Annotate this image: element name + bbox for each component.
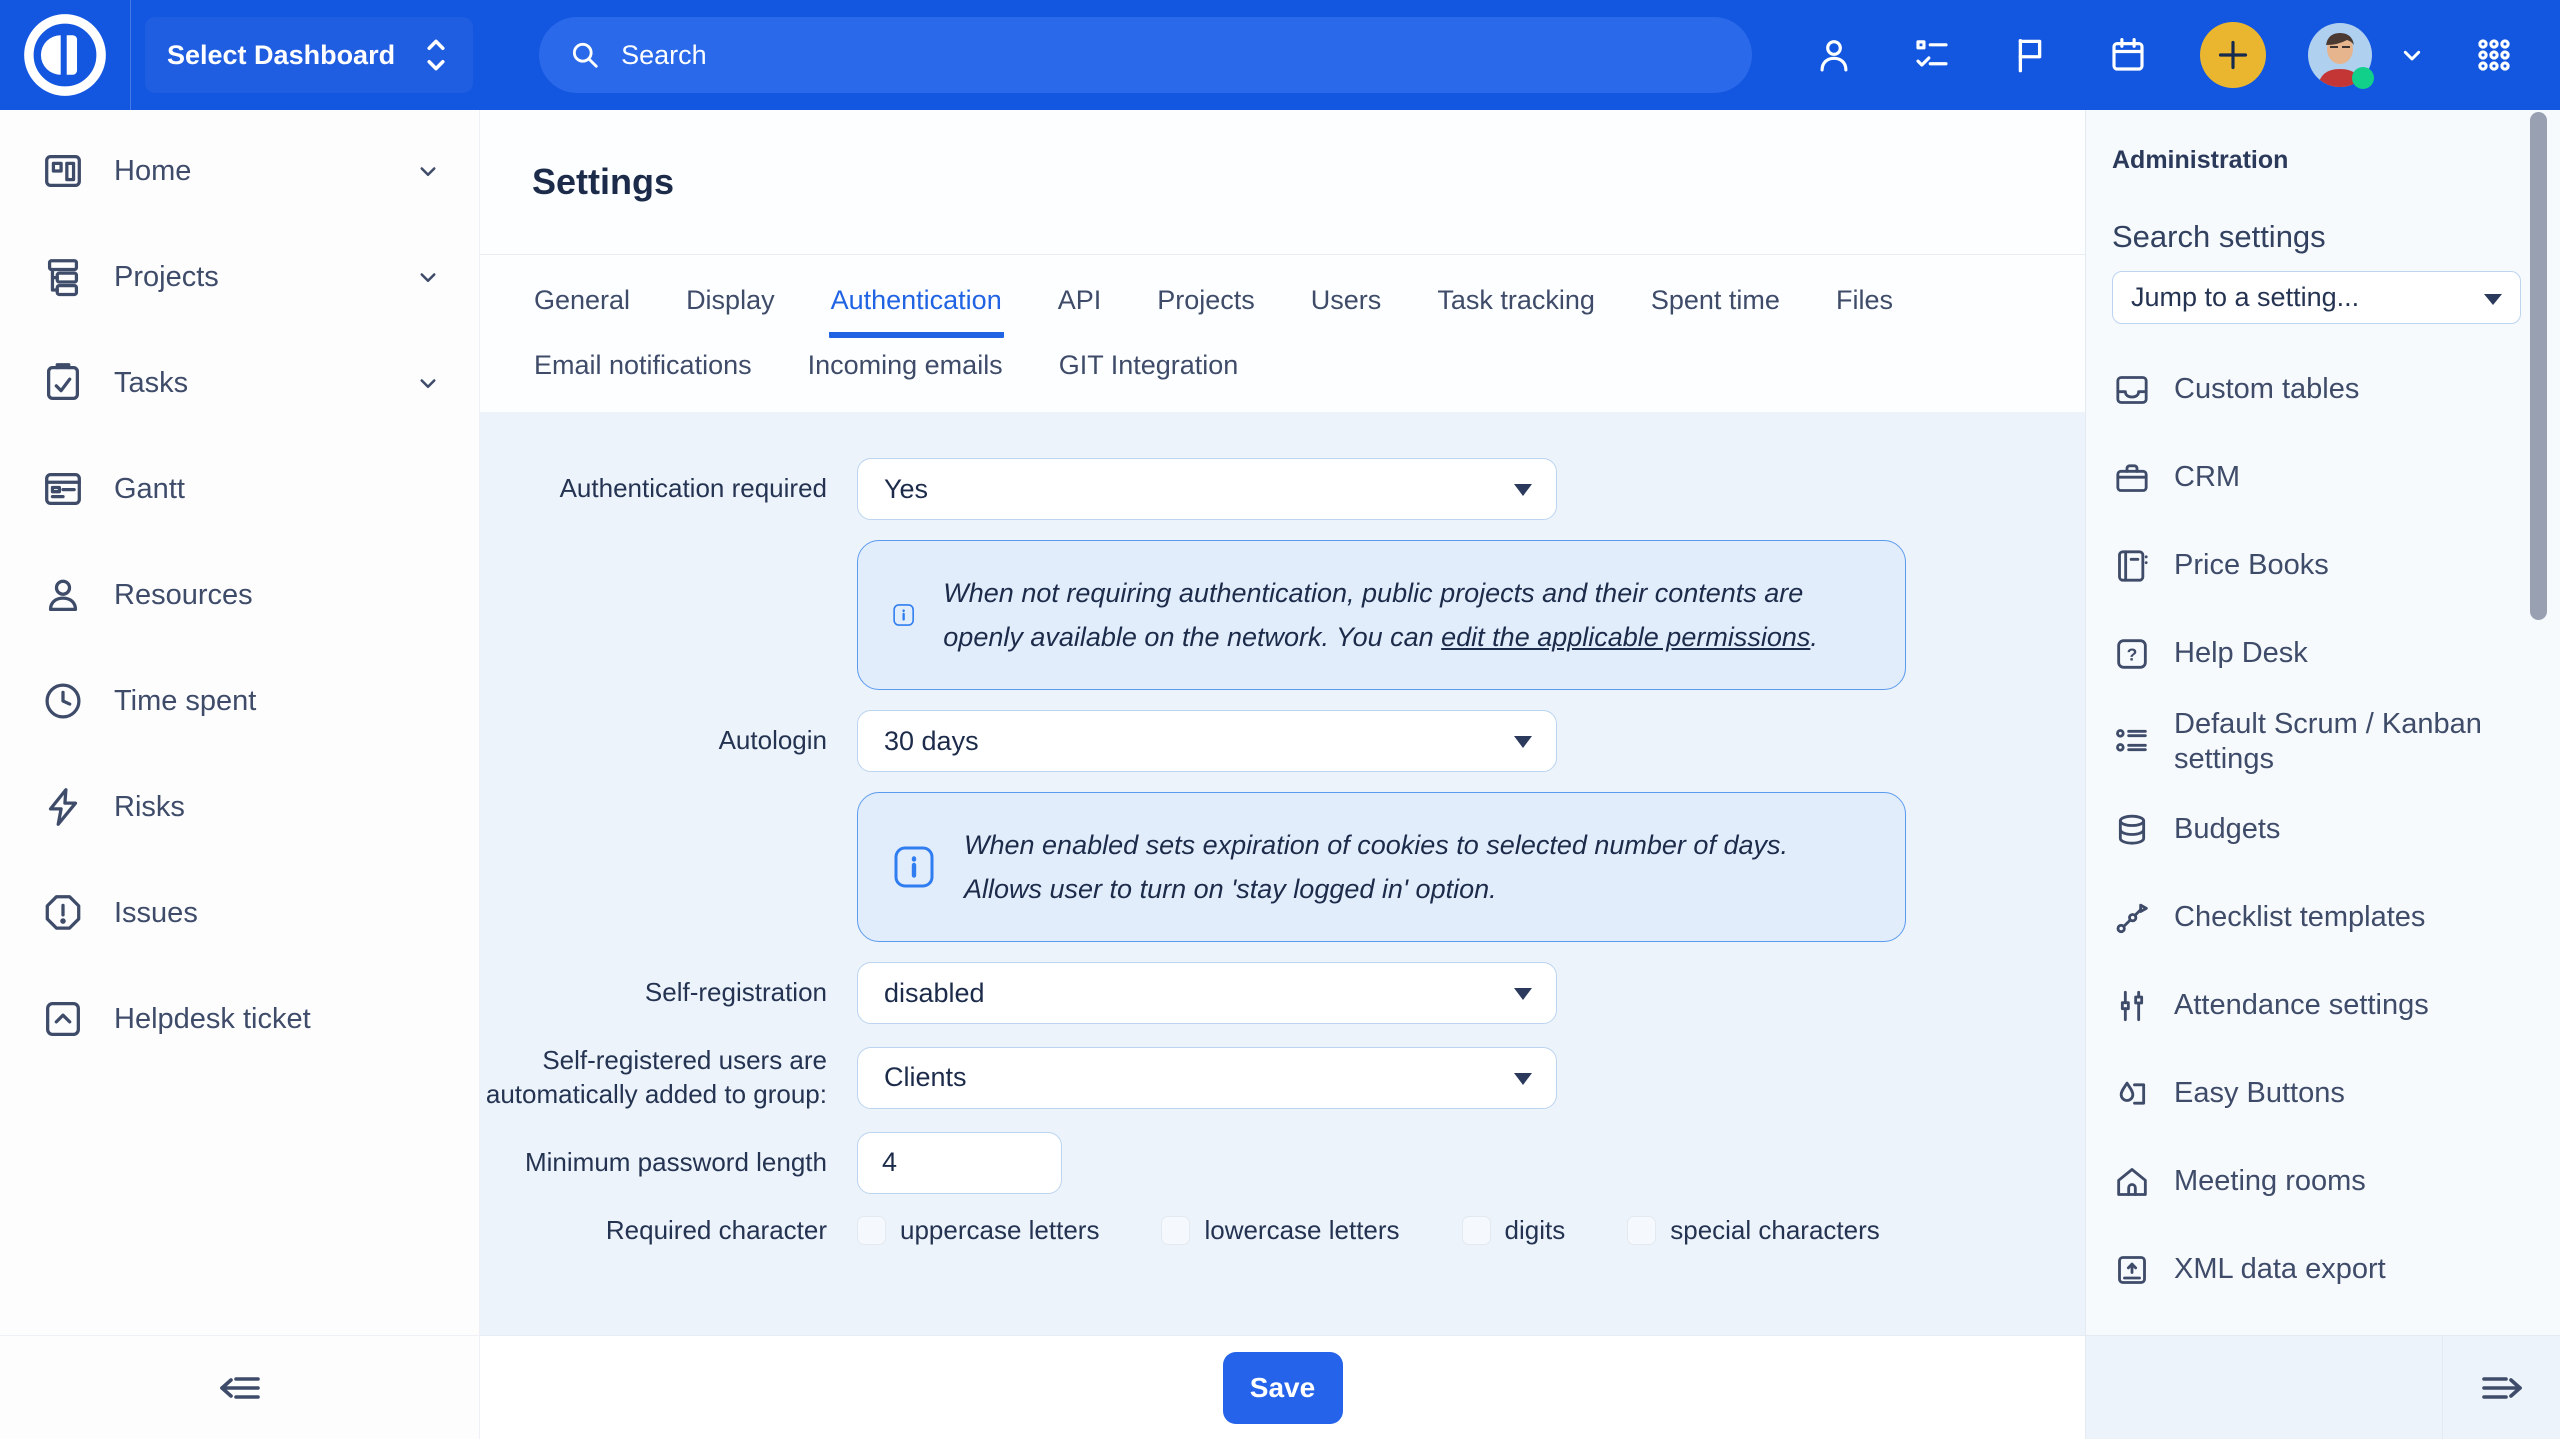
plus-icon <box>2213 35 2253 75</box>
autologin-label: Autologin <box>718 725 827 756</box>
help-desk-icon <box>2112 634 2152 674</box>
dashboard-selector[interactable] <box>145 17 473 93</box>
jump-to-setting-placeholder: Jump to a setting... <box>2131 282 2360 312</box>
admin-item-label: Easy Buttons <box>2174 1077 2345 1110</box>
dashboard-selector-label: Select Dashboard <box>167 39 396 70</box>
sidebar-footer <box>0 1335 479 1439</box>
sidebar-item-label: Resources <box>114 578 253 611</box>
self-registered-group-label: Self-registered users are automatically added to group: <box>485 1045 827 1109</box>
self-registered-group-row <box>480 1044 2085 1112</box>
tab-task-tracking[interactable]: Task tracking <box>1437 285 1595 315</box>
required-character-label: Required character <box>605 1214 827 1245</box>
admin-item-easy-buttons[interactable] <box>2112 1050 2520 1138</box>
self-registration-row <box>480 962 2085 1024</box>
search-settings-label: Search settings <box>2112 219 2326 254</box>
admin-item-label: Price Books <box>2174 549 2329 582</box>
sidebar-item-label: Time spent <box>114 684 257 717</box>
admin-item-custom-tables[interactable] <box>2112 346 2520 434</box>
tab-projects[interactable]: Projects <box>1157 285 1255 315</box>
administration-footer <box>2086 1335 2560 1439</box>
special-characters-label: special characters <box>1670 1214 1880 1245</box>
tab-files[interactable]: Files <box>1835 285 1893 315</box>
tab-display[interactable]: Display <box>686 285 775 315</box>
calendar-button[interactable] <box>2106 33 2150 77</box>
sidebar-item-tasks[interactable] <box>0 330 479 436</box>
page-title: Settings <box>532 161 675 202</box>
admin-item-budgets[interactable] <box>2112 786 2520 874</box>
edit-permissions-link[interactable]: edit the applicable permissions <box>1441 622 1811 652</box>
sidebar-item-label: Tasks <box>114 366 189 399</box>
sidebar-item-resources[interactable] <box>0 542 479 648</box>
min-password-label: Minimum password length <box>524 1146 827 1177</box>
min-password-row <box>480 1132 2085 1194</box>
tabs-row-2 <box>532 340 2085 403</box>
autologin-info-box <box>857 792 1906 942</box>
sidebar-item-issues[interactable] <box>0 860 479 966</box>
meeting-rooms-icon <box>2112 1162 2152 1202</box>
admin-item-scrum-kanban[interactable] <box>2112 698 2520 786</box>
sidebar-item-home[interactable] <box>0 118 479 224</box>
admin-item-meeting-rooms[interactable] <box>2112 1138 2520 1226</box>
avatar-menu-chevron[interactable] <box>2396 39 2428 71</box>
required-character-row <box>480 1214 2085 1248</box>
collapse-right-icon <box>2478 1364 2526 1412</box>
admin-expand-cell <box>2442 1336 2560 1439</box>
sidebar-item-time-spent[interactable] <box>0 648 479 754</box>
left-sidebar <box>0 110 480 1439</box>
auth-required-label: Authentication required <box>559 473 827 504</box>
sidebar-item-label: Gantt <box>114 472 185 505</box>
jump-to-setting-select[interactable] <box>2112 271 2521 324</box>
scrum-kanban-icon <box>2112 722 2152 762</box>
admin-item-label: CRM <box>2174 461 2241 494</box>
dropdown-caret-icon <box>1514 736 1532 748</box>
app-logo[interactable] <box>0 0 130 110</box>
admin-item-attendance[interactable] <box>2112 962 2520 1050</box>
apps-grid-icon <box>2472 33 2516 77</box>
admin-item-label: Custom tables <box>2174 373 2360 406</box>
sidebar-item-helpdesk-ticket[interactable] <box>0 966 479 1072</box>
tab-general[interactable]: General <box>534 285 631 315</box>
digits-label: digits <box>1504 1214 1566 1245</box>
user-avatar[interactable] <box>2308 23 2372 87</box>
self-registered-group-value: Clients <box>884 1062 967 1093</box>
administration-title: Administration <box>2112 146 2289 174</box>
autologin-info-row <box>480 792 2085 942</box>
special-characters-checkbox[interactable] <box>1627 1216 1656 1245</box>
dropdown-caret-icon <box>1514 988 1532 1000</box>
admin-item-label: Help Desk <box>2174 637 2308 670</box>
self-registration-select[interactable] <box>857 962 1557 1024</box>
dropdown-caret-icon <box>2484 294 2502 305</box>
administration-list <box>2112 346 2520 1314</box>
global-search-input[interactable] <box>539 17 1752 93</box>
administration-content <box>2086 110 2560 1335</box>
sidebar-item-label: Helpdesk ticket <box>114 1002 311 1035</box>
tab-api[interactable]: API <box>1057 285 1102 315</box>
chevron-down-icon <box>2396 39 2428 71</box>
chevron-down-icon[interactable] <box>413 262 443 292</box>
autologin-value: 30 days <box>884 725 979 756</box>
sidebar-item-risks[interactable] <box>0 754 479 860</box>
autologin-info-text: When enabled sets expiration of cookies to selected number of days. Allows user to turn on 'stay logged in' option. <box>964 830 1788 904</box>
risk-icon <box>40 784 86 830</box>
custom-tables-icon <box>2112 370 2152 410</box>
admin-item-xml-export[interactable] <box>2112 1226 2520 1314</box>
info-icon <box>892 593 915 637</box>
sidebar-nav <box>0 110 479 1335</box>
sidebar-item-projects[interactable] <box>0 224 479 330</box>
autologin-select[interactable] <box>857 710 1557 772</box>
autologin-row <box>480 710 2085 772</box>
tab-git-integration[interactable]: GIT Integration <box>1058 350 1239 380</box>
price-books-icon <box>2112 546 2152 586</box>
my-tasks-button[interactable] <box>1910 33 1954 77</box>
chevron-down-icon[interactable] <box>413 156 443 186</box>
sidebar-collapse-button[interactable] <box>216 1364 264 1412</box>
sidebar-item-label: Risks <box>114 790 185 823</box>
admin-item-label: Checklist templates <box>2174 901 2426 934</box>
issues-icon <box>40 890 86 936</box>
admin-item-checklist-templates[interactable] <box>2112 874 2520 962</box>
admin-item-help-desk[interactable] <box>2112 610 2520 698</box>
attendance-icon <box>2112 986 2152 1026</box>
sidebar-item-label: Home <box>114 154 192 187</box>
user-menu-button[interactable] <box>1812 33 1856 77</box>
quick-add-button[interactable] <box>2200 22 2266 88</box>
calendar-icon <box>2107 34 2149 76</box>
resources-icon <box>40 572 86 618</box>
projects-icon <box>40 254 86 300</box>
xml-export-icon <box>2112 1250 2152 1290</box>
admin-item-label: XML data export <box>2174 1253 2386 1286</box>
page-header <box>480 110 2085 255</box>
clock-icon <box>40 678 86 724</box>
tab-authentication[interactable]: Authentication <box>829 275 1004 338</box>
flag-icon <box>2009 34 2051 76</box>
budgets-icon <box>2112 810 2152 850</box>
svg-text:?: ? <box>2126 644 2138 665</box>
admin-item-label: Meeting rooms <box>2174 1165 2366 1198</box>
auth-info-box <box>857 540 1906 690</box>
self-registration-label: Self-registration <box>644 977 827 1008</box>
admin-item-price-books[interactable] <box>2112 522 2520 610</box>
user-icon <box>1813 34 1855 76</box>
chevron-updown-icon <box>421 36 451 74</box>
admin-item-label: Default Scrum / Kanban settings <box>2174 707 2482 775</box>
tab-incoming-emails[interactable]: Incoming emails <box>807 350 1003 380</box>
tasks-icon <box>40 360 86 406</box>
tabs-row-1 <box>532 275 2085 338</box>
dropdown-caret-icon <box>1514 1073 1532 1085</box>
lowercase-label: lowercase letters <box>1204 1214 1400 1245</box>
required-character-options <box>857 1215 1928 1246</box>
search-icon <box>567 37 603 73</box>
admin-item-label: Budgets <box>2174 813 2281 846</box>
apps-grid-button[interactable] <box>2472 33 2516 77</box>
tab-spent-time[interactable]: Spent time <box>1650 285 1780 315</box>
sidebar-item-label: Issues <box>114 896 198 929</box>
easy-buttons-icon <box>2112 1074 2152 1114</box>
dropdown-caret-icon <box>1514 484 1532 496</box>
save-button[interactable]: Save <box>1223 1352 1343 1424</box>
easy-project-logo-icon <box>22 12 108 98</box>
uppercase-checkbox[interactable] <box>857 1216 886 1245</box>
auth-info-text: When not requiring authentication, public projects and their contents are openly available on the network. You can edit the applicable permissions. <box>943 578 1818 652</box>
lowercase-checkbox[interactable] <box>1161 1216 1190 1245</box>
self-registration-value: disabled <box>884 977 985 1008</box>
crm-icon <box>2112 458 2152 498</box>
checklist-icon <box>1911 34 1953 76</box>
info-icon <box>892 845 936 889</box>
self-registered-group-select[interactable] <box>857 1047 1557 1109</box>
main-content <box>480 110 2085 1439</box>
auth-info-row <box>480 540 2085 690</box>
helpdesk-icon <box>40 996 86 1042</box>
admin-scrollbar-thumb[interactable] <box>2530 112 2547 620</box>
settings-tabs <box>480 255 2085 412</box>
administration-panel <box>2085 110 2560 1439</box>
auth-required-select[interactable] <box>857 458 1557 520</box>
digits-checkbox[interactable] <box>1462 1216 1491 1245</box>
topbar <box>0 0 2560 110</box>
min-password-input[interactable] <box>857 1132 1062 1194</box>
admin-item-label: Attendance settings <box>2174 989 2429 1022</box>
auth-required-row <box>480 458 2085 520</box>
auth-required-value: Yes <box>884 473 929 504</box>
sidebar-item-gantt[interactable] <box>0 436 479 542</box>
topbar-divider <box>130 0 131 110</box>
tab-email-notifications[interactable]: Email notifications <box>534 350 752 380</box>
collapse-left-icon <box>216 1364 264 1412</box>
admin-item-crm[interactable] <box>2112 434 2520 522</box>
sidebar-item-label: Projects <box>114 260 219 293</box>
admin-collapse-button[interactable] <box>2478 1364 2526 1412</box>
form-footer <box>480 1335 2085 1439</box>
gantt-icon <box>40 466 86 512</box>
flag-button[interactable] <box>2008 33 2052 77</box>
authentication-form <box>480 412 2085 1335</box>
dashboard-icon <box>40 148 86 194</box>
tab-users[interactable]: Users <box>1310 285 1382 315</box>
chevron-down-icon[interactable] <box>413 368 443 398</box>
search-placeholder: Search <box>621 39 707 70</box>
topbar-actions <box>1812 22 2560 88</box>
uppercase-label: uppercase letters <box>900 1214 1100 1245</box>
online-status-dot <box>2352 67 2374 89</box>
checklist-templates-icon <box>2112 898 2152 938</box>
